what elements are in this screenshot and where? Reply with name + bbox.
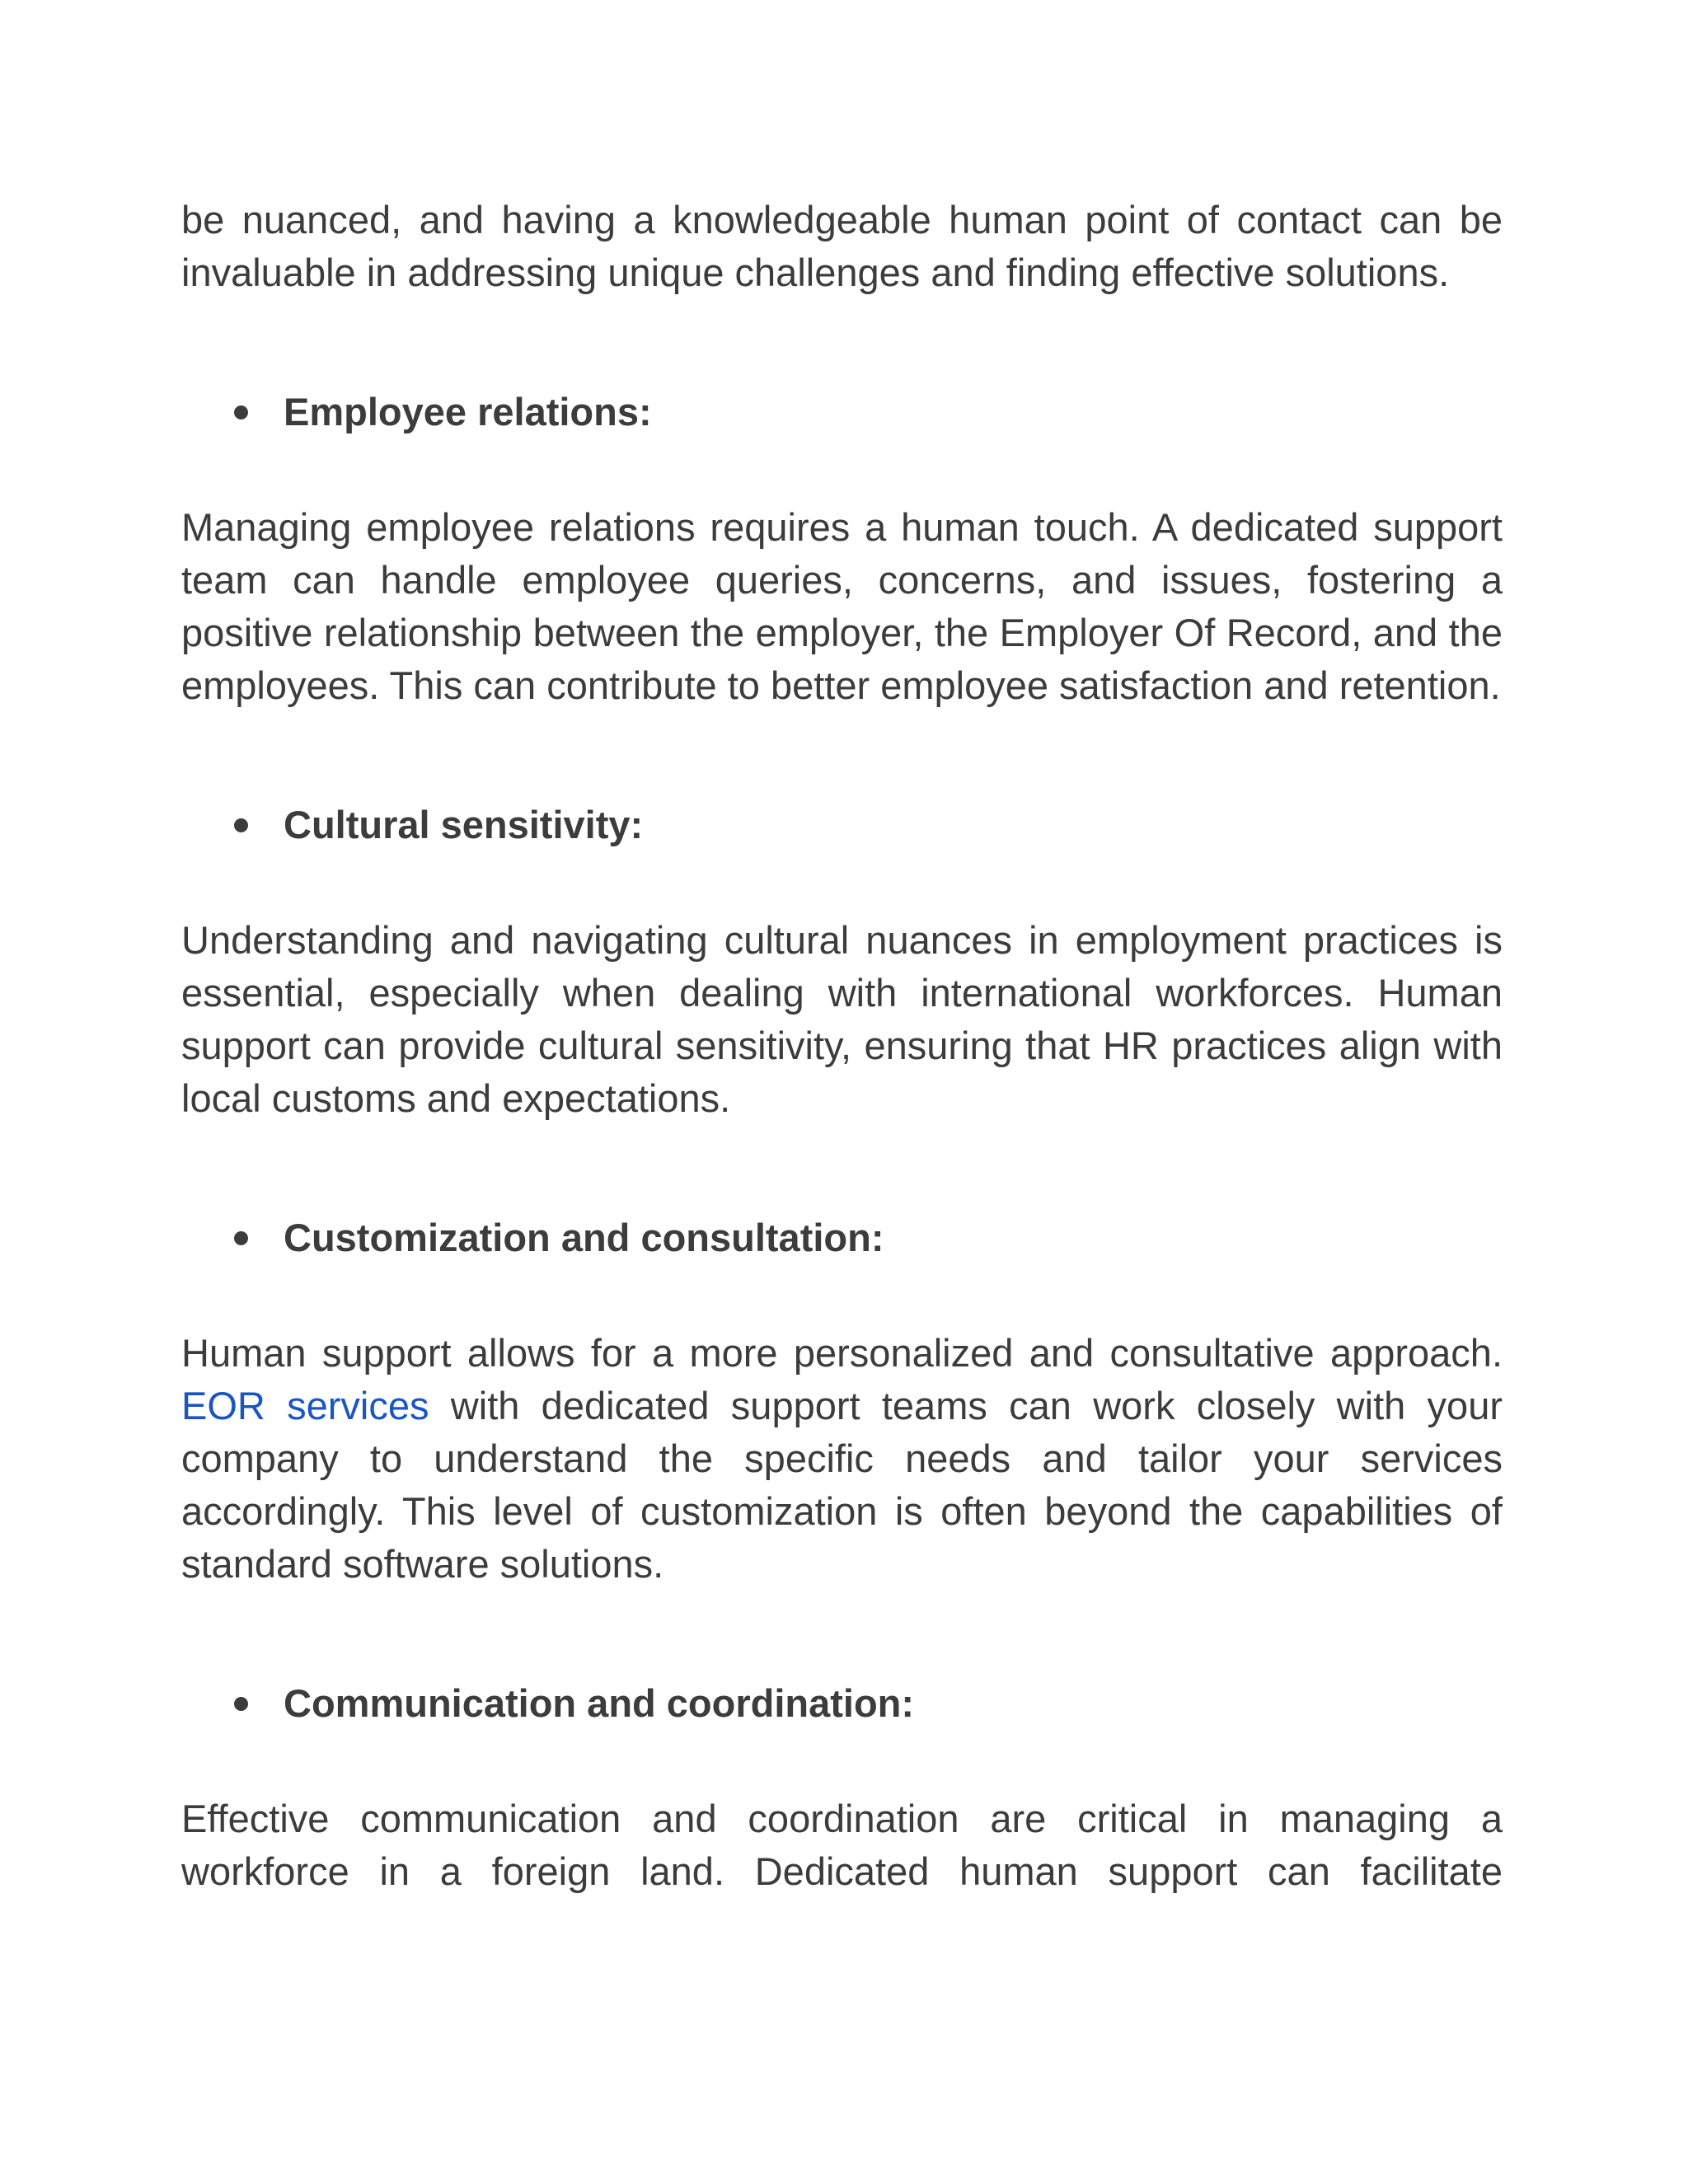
employee-relations-paragraph: Managing employee relations requires a human touch. A dedicated support team can handle employee queries, concerns, and issues, fostering a positive relationship between the employer, the Employer Of Record, and the employees. This can contribute to better employee satisfaction and retention.	[181, 505, 1503, 707]
bullet-icon	[234, 405, 248, 419]
section-heading-label: Employee relations:	[284, 390, 652, 434]
section-heading-label: Communication and coordination:	[284, 1681, 915, 1725]
section-heading-communication	[234, 1677, 1503, 1730]
eor-services-link[interactable]: EOR services	[181, 1384, 429, 1427]
communication-paragraph: Effective communication and coordination are critical in managing a workforce in a foreign land. Dedicated human support can facilitate	[181, 1797, 1503, 1893]
customization-text-before-link: Human support allows for a more personalized and consultative approach.	[181, 1331, 1503, 1375]
intro-paragraph: be nuanced, and having a knowledgeable human point of contact can be invaluable in addressing unique challenges and finding effective solutions.	[181, 198, 1503, 294]
bullet-icon	[234, 818, 248, 832]
cultural-sensitivity-paragraph: Understanding and navigating cultural nuances in employment practices is essential, especially when dealing with international workforces. Human support can provide cultural sensitivity, ensuring that HR practices align with local customs and expectations.	[181, 918, 1503, 1120]
section-heading-customization	[234, 1212, 1503, 1264]
section-heading-label: Customization and consultation:	[284, 1216, 884, 1259]
customization-text-after-link: with dedicated support teams can work closely with your company to understand the specific needs and tailor your services accordingly. This level of customization is often beyond the capabilities of standard software solutions.	[181, 1384, 1503, 1586]
section-heading-label: Cultural sensitivity:	[284, 803, 644, 846]
bullet-icon	[234, 1231, 248, 1245]
section-heading-cultural-sensitivity	[234, 799, 1503, 851]
document-page	[181, 194, 1503, 1898]
bullet-icon	[234, 1697, 248, 1711]
section-heading-employee-relations	[234, 386, 1503, 438]
customization-paragraph	[181, 1327, 1503, 1591]
